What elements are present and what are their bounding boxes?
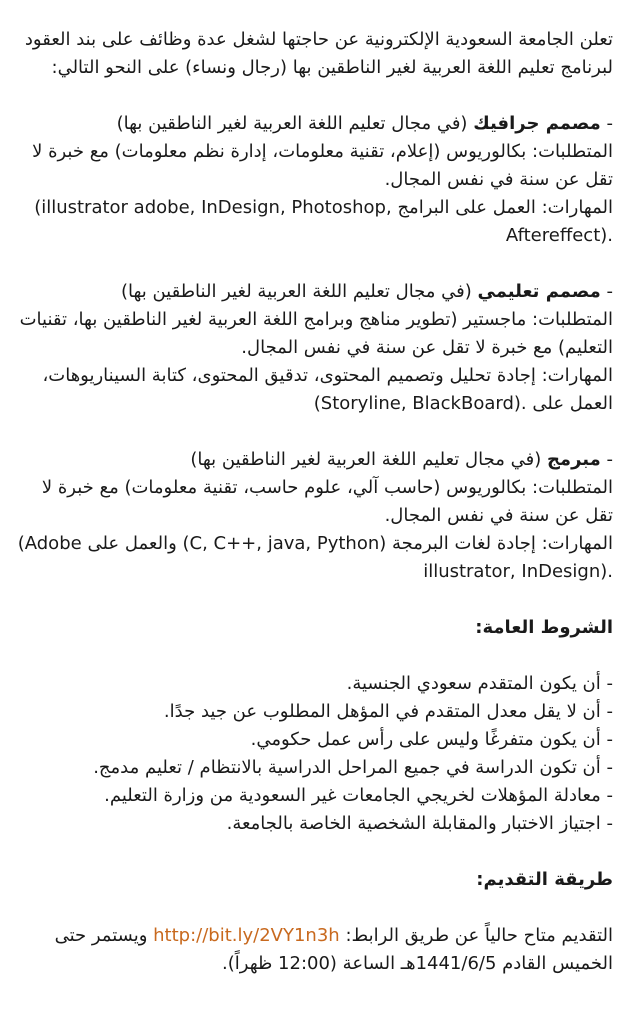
job-programmer [16,446,613,586]
general-conditions-heading: الشروط العامة: [475,617,613,638]
condition-item: - أن يكون متفرغًا وليس على رأس عمل حكومي. [250,729,613,750]
job-dash: - [606,113,613,134]
application-text-before-link: التقديم متاح حالياً عن طريق الرابط: [345,925,613,946]
job-title: مصمم جرافيك [473,113,601,134]
spacer [16,838,613,866]
skills-prefix: المهارات: إجادة لغات البرمجة [392,533,613,554]
job-field: (في مجال تعليم اللغة العربية لغير الناطقين بها) [116,113,468,134]
job-skills [16,362,613,418]
job-title: مبرمج [546,449,601,470]
general-conditions-list [16,670,613,838]
skills-software: (Storyline, BlackBoard). [313,393,527,414]
condition-item: - اجتياز الاختبار والمقابلة الشخصية الخاصة بالجامعة. [226,813,613,834]
condition-item: - معادلة المؤهلات لخريجي الجامعات غير السعودية من وزارة التعليم. [104,785,613,806]
application-text-after-link: ويستمر حتى الخميس القادم 1441/6/5هـ الساعة (12:00 ظهراً). [54,925,613,974]
job-dash: - [606,449,613,470]
job-field: (في مجال تعليم اللغة العربية لغير الناطقين بها) [120,281,472,302]
condition-item: - أن تكون الدراسة في جميع المراحل الدراسية بالانتظام / تعليم مدمج. [93,757,613,778]
skills-prefix: المهارات: العمل على البرامج [397,197,613,218]
job-requirements: المتطلبات: بكالوريوس (حاسب آلي، علوم حاسب، تقنية معلومات) مع خبرة لا تقل عن سنة في نفس المجال. [41,477,613,526]
spacer [16,894,613,922]
spacer [16,586,613,614]
application-heading: طريقة التقديم: [476,869,613,890]
application-paragraph [16,922,613,978]
job-requirements: المتطلبات: ماجستير (تطوير مناهج وبرامج اللغة العربية لغير الناطقين بها، تقنيات التعليم) مع خبرة لا تقل عن سنة في نفس المجال. [19,309,613,358]
skills-mid: والعمل على [87,533,177,554]
job-skills [16,194,613,250]
job-title: مصمم تعليمي [477,281,601,302]
job-requirements: المتطلبات: بكالوريوس (إعلام، تقنية معلومات، إدارة نظم معلومات) مع خبرة لا تقل عن سنة في نفس المجال. [32,141,613,190]
application-link[interactable]: http://bit.ly/2VY1n3h [153,925,340,946]
spacer [16,418,613,446]
job-graphic-designer [16,110,613,250]
condition-item: - أن يكون المتقدم سعودي الجنسية. [346,673,613,694]
job-dash: - [606,281,613,302]
skills-software: (illustrator adobe, InDesign, Photoshop, Aftereffect). [34,197,613,246]
job-heading [16,446,613,474]
job-heading [16,110,613,138]
spacer [16,250,613,278]
job-skills [16,530,613,586]
skills-languages: (C, C++, java, Python) [182,533,387,554]
intro-paragraph: تعلن الجامعة السعودية الإلكترونية عن حاجتها لشغل عدة وظائف على بند العقود لبرنامج تعليم اللغة العربية لغير الناطقين بها (رجال ونساء) على النحو التالي: [24,29,613,78]
job-heading [16,278,613,306]
skills-prefix: المهارات: إجادة تحليل وتصميم المحتوى، تدقيق المحتوى، كتابة السيناريوهات، العمل على [42,365,613,414]
skills-software: (Adobe illustrator, InDesign). [17,533,613,582]
job-instructional-designer [16,278,613,418]
spacer [16,642,613,670]
job-field: (في مجال تعليم اللغة العربية لغير الناطقين بها) [190,449,542,470]
condition-item: - أن لا يقل معدل المتقدم في المؤهل المطلوب عن جيد جدًا. [163,701,613,722]
spacer [16,82,613,110]
